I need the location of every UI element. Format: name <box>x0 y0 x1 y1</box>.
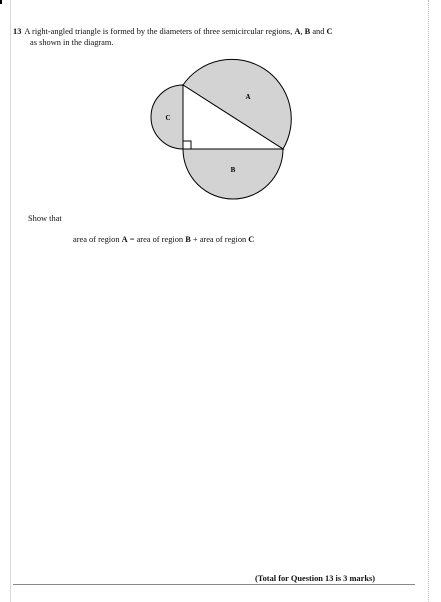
show-that-text: Show that <box>28 214 62 223</box>
question-label-c: C <box>326 27 333 36</box>
semicircle-b <box>183 149 283 199</box>
question-line-1 <box>13 27 413 38</box>
statement-label-b: B <box>185 235 191 244</box>
statement-part-2: = area of region <box>127 235 186 244</box>
question-comma: , <box>300 27 305 36</box>
label-b: B <box>230 166 236 174</box>
page-right-border <box>428 0 430 602</box>
question-label-b: B <box>304 27 311 36</box>
statement-label-a: A <box>121 235 128 244</box>
label-a: A <box>245 93 251 101</box>
question-number: 13 <box>13 27 22 36</box>
question-label-a: A <box>294 27 301 36</box>
question-line-2: as shown in the diagram. <box>30 37 114 47</box>
label-c: C <box>165 114 171 122</box>
total-marks: (Total for Question 13 is 3 marks) <box>255 574 376 583</box>
statement-label-c: C <box>248 235 255 244</box>
statement-part-3: + area of region <box>190 235 249 244</box>
statement-part-1: area of region <box>73 235 122 244</box>
question-text-part: A right-angled triangle is formed by the diameters of three semicircular regions, <box>24 27 295 36</box>
footer-rule <box>13 584 415 585</box>
page-corner-mark <box>0 0 2 4</box>
question-text <box>13 27 413 48</box>
question-and: and <box>310 27 327 36</box>
semicircles-diagram <box>140 55 300 205</box>
statement-line <box>73 235 254 244</box>
page-left-border <box>10 0 11 602</box>
